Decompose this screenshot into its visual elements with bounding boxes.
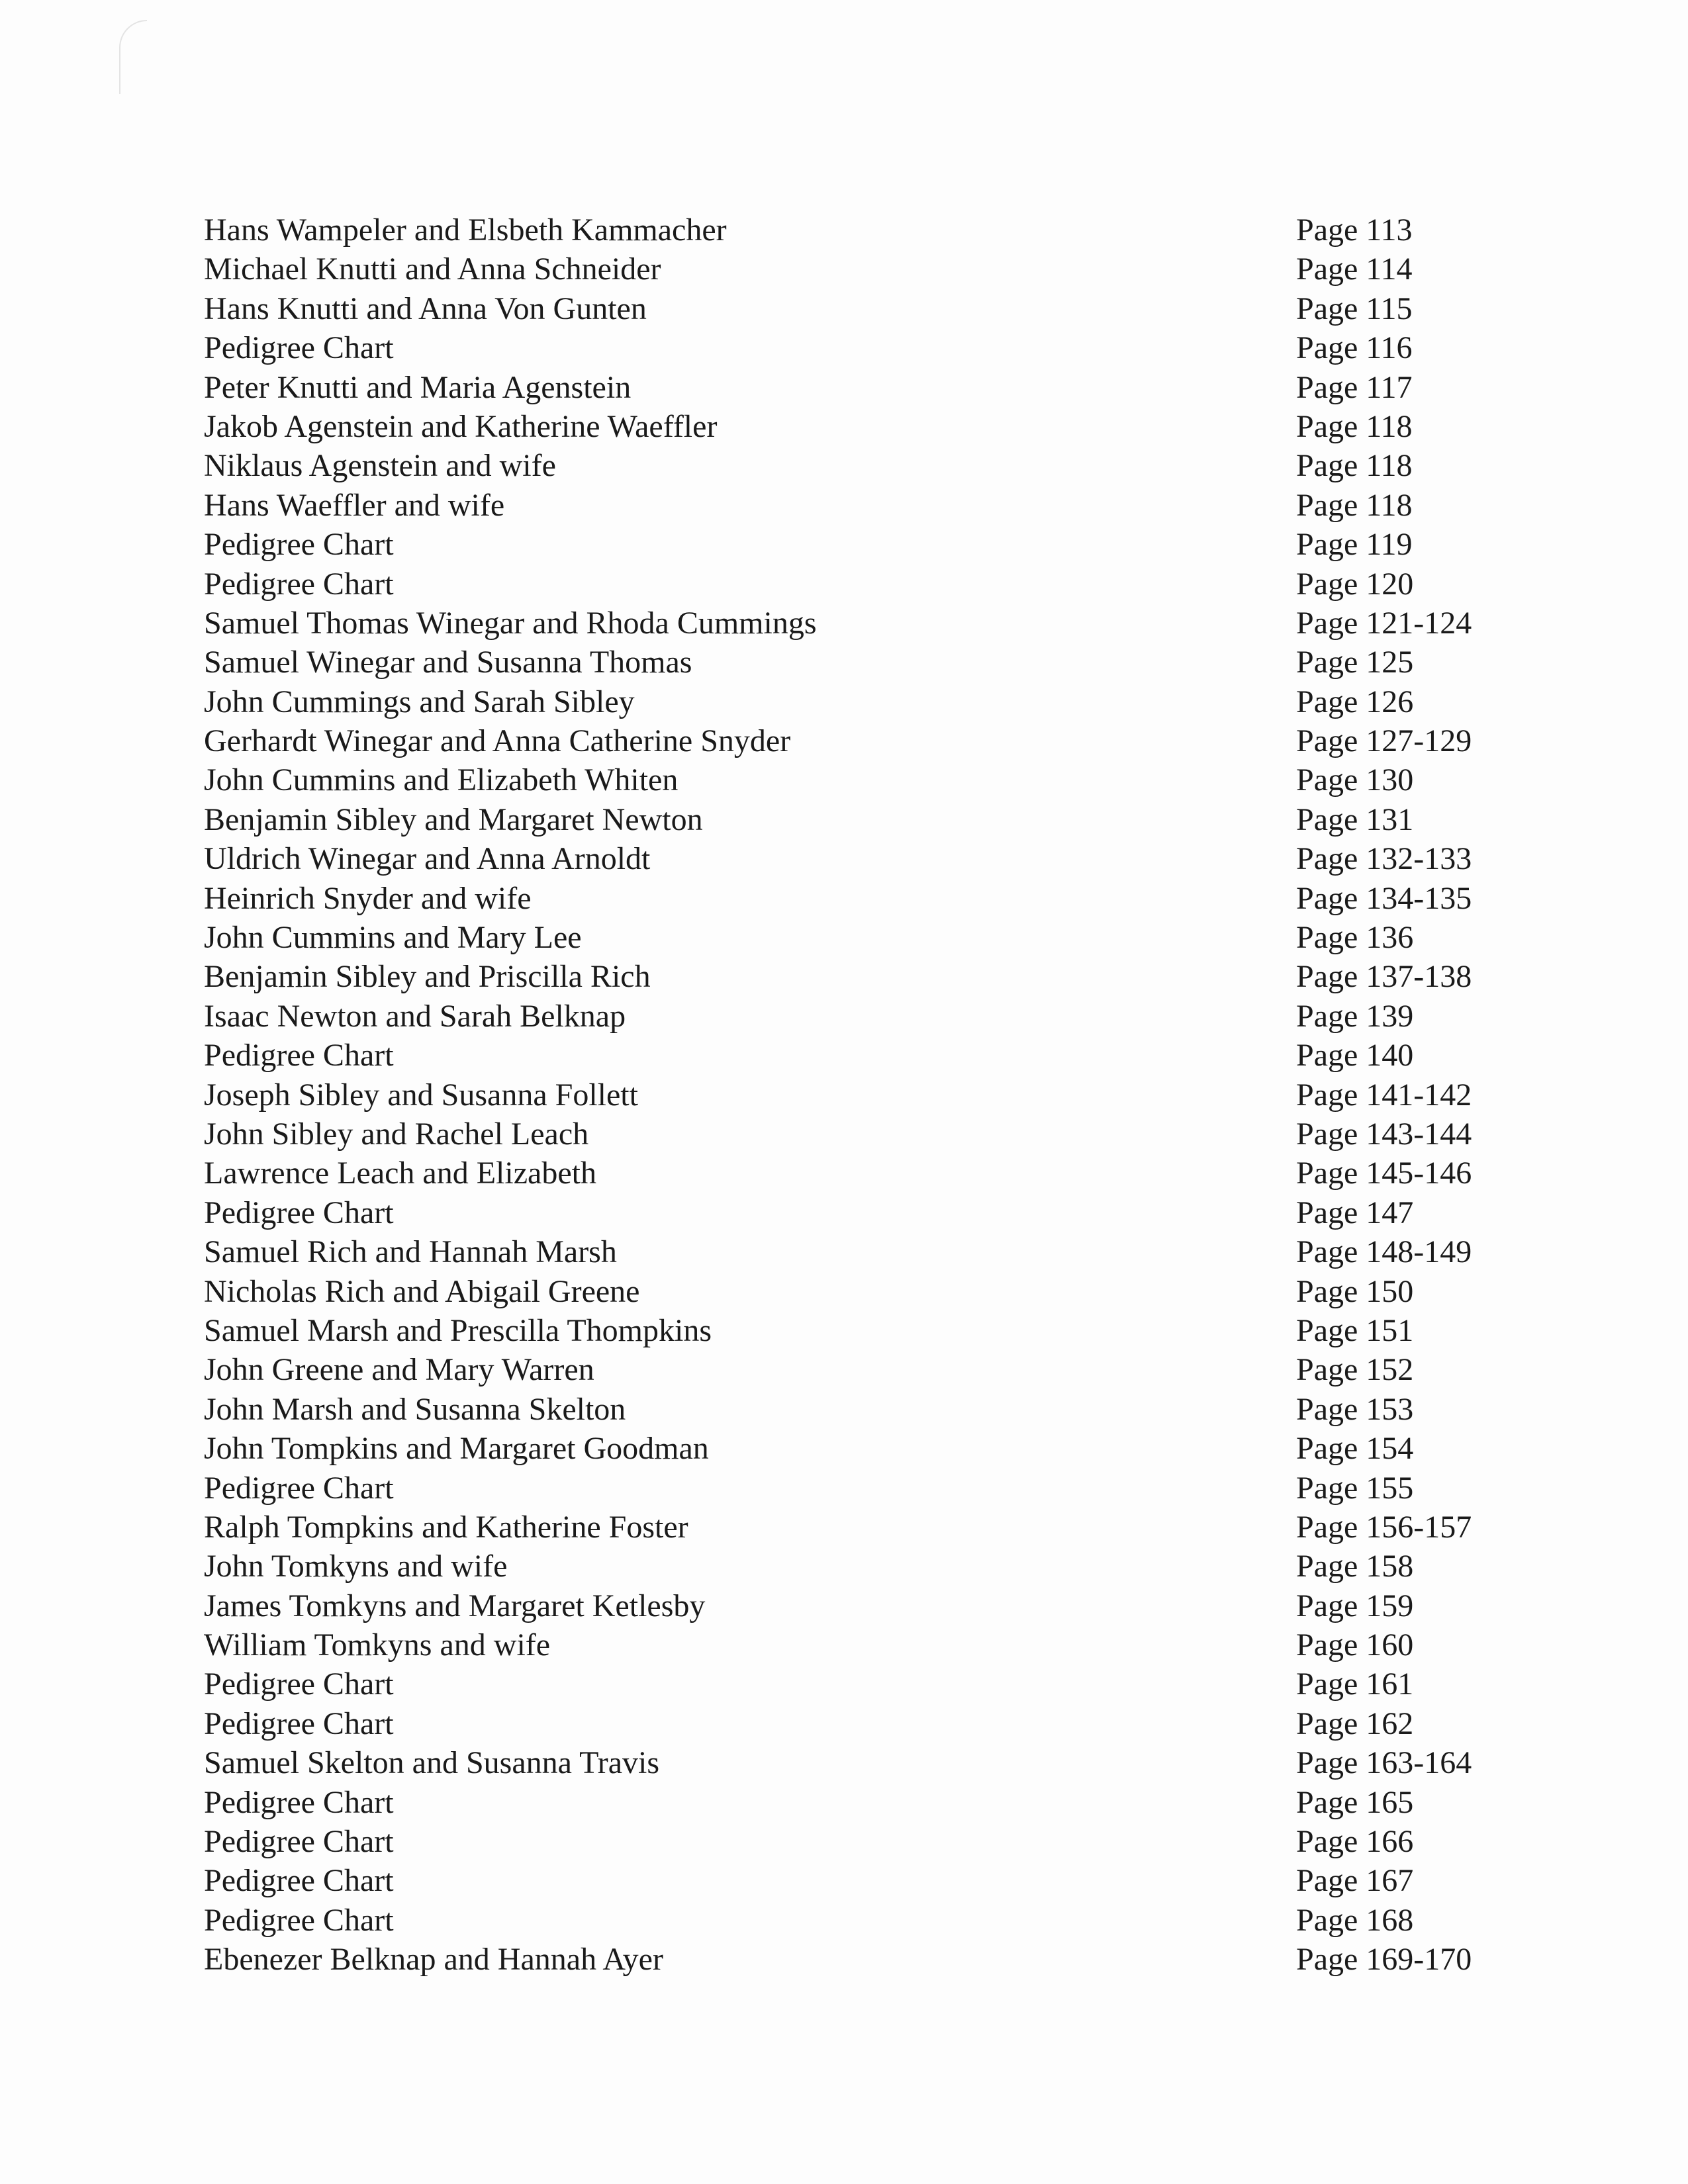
scan-corner-mark: [119, 20, 147, 94]
entry-title: Pedigree Chart: [204, 1824, 394, 1860]
entry-page-number: Page 134-135: [1296, 880, 1472, 916]
entry-title: Pedigree Chart: [204, 1666, 394, 1702]
entry-title: Ralph Tompkins and Katherine Foster: [204, 1509, 688, 1545]
entry-page-number: Page 169-170: [1296, 1942, 1472, 1978]
entry-page-number: Page 145-146: [1296, 1156, 1472, 1191]
entry-title: Pedigree Chart: [204, 1195, 394, 1230]
toc-entry: [204, 957, 1495, 996]
entry-page-number: Page 127-129: [1296, 723, 1472, 759]
entry-page-number: Page 126: [1296, 684, 1414, 719]
toc-entry: [204, 1232, 1495, 1271]
toc-entry: [204, 1311, 1495, 1350]
toc-entry: [204, 1508, 1495, 1547]
toc-entry: [204, 407, 1495, 446]
toc-entry: [204, 643, 1495, 682]
entry-page-number: Page 131: [1296, 801, 1414, 837]
entry-page-number: Page 136: [1296, 920, 1414, 956]
toc-entry: [204, 1783, 1495, 1822]
entry-title: Samuel Skelton and Susanna Travis: [204, 1745, 660, 1781]
entry-title: William Tomkyns and wife: [204, 1627, 551, 1663]
entry-title: John Cummings and Sarah Sibley: [204, 684, 635, 719]
entry-page-number: Page 119: [1296, 527, 1413, 563]
entry-page-number: Page 147: [1296, 1195, 1414, 1230]
toc-entry: [204, 1193, 1495, 1232]
entry-page-number: Page 152: [1296, 1352, 1414, 1388]
toc-entry: [204, 1861, 1495, 1900]
toc-entry: [204, 1547, 1495, 1586]
entry-page-number: Page 151: [1296, 1312, 1414, 1348]
toc-entry: [204, 1901, 1495, 1940]
toc-entry: [204, 210, 1495, 250]
entry-title: John Sibley and Rachel Leach: [204, 1116, 589, 1152]
entry-title: Benjamin Sibley and Margaret Newton: [204, 801, 703, 837]
entry-title: Pedigree Chart: [204, 527, 394, 563]
entry-page-number: Page 168: [1296, 1902, 1414, 1938]
entry-title: Samuel Winegar and Susanna Thomas: [204, 645, 692, 680]
entry-title: Niklaus Agenstein and wife: [204, 448, 556, 484]
toc-entry: [204, 250, 1495, 289]
entry-title: Pedigree Chart: [204, 1863, 394, 1899]
entry-page-number: Page 116: [1296, 330, 1413, 366]
toc-entry: [204, 1429, 1495, 1468]
entry-page-number: Page 163-164: [1296, 1745, 1472, 1781]
entry-page-number: Page 166: [1296, 1824, 1414, 1860]
entry-page-number: Page 139: [1296, 998, 1414, 1034]
toc-entry: [204, 565, 1495, 604]
toc-entry: [204, 1940, 1495, 1979]
entry-title: Hans Knutti and Anna Von Gunten: [204, 291, 647, 326]
entry-title: John Tomkyns and wife: [204, 1549, 508, 1584]
entry-page-number: Page 162: [1296, 1706, 1414, 1741]
entry-page-number: Page 118: [1296, 487, 1413, 523]
entry-page-number: Page 114: [1296, 251, 1413, 287]
entry-title: Hans Wampeler and Elsbeth Kammacher: [204, 212, 727, 248]
entry-title: Pedigree Chart: [204, 330, 394, 366]
toc-entry: [204, 1822, 1495, 1861]
entry-page-number: Page 115: [1296, 291, 1413, 326]
toc-entry: [204, 1350, 1495, 1389]
toc-entry: [204, 604, 1495, 643]
entry-page-number: Page 153: [1296, 1391, 1414, 1427]
entry-title: John Marsh and Susanna Skelton: [204, 1391, 626, 1427]
table-of-contents: [204, 210, 1495, 1979]
toc-entry: [204, 918, 1495, 957]
toc-entry: [204, 1743, 1495, 1782]
entry-page-number: Page 118: [1296, 408, 1413, 444]
entry-title: Pedigree Chart: [204, 1038, 394, 1073]
entry-page-number: Page 118: [1296, 448, 1413, 484]
entry-title: Pedigree Chart: [204, 1784, 394, 1820]
toc-entry: [204, 486, 1495, 525]
toc-entry: [204, 682, 1495, 721]
toc-entry: [204, 525, 1495, 564]
toc-entry: [204, 1469, 1495, 1508]
entry-page-number: Page 140: [1296, 1038, 1414, 1073]
entry-page-number: Page 159: [1296, 1588, 1414, 1623]
entry-page-number: Page 141-142: [1296, 1077, 1472, 1113]
entry-title: John Cummins and Elizabeth Whiten: [204, 762, 679, 798]
entry-page-number: Page 125: [1296, 645, 1414, 680]
toc-entry: [204, 328, 1495, 367]
entry-page-number: Page 148-149: [1296, 1234, 1472, 1270]
entry-title: Pedigree Chart: [204, 566, 394, 602]
toc-entry: [204, 1625, 1495, 1664]
entry-page-number: Page 143-144: [1296, 1116, 1472, 1152]
entry-page-number: Page 120: [1296, 566, 1414, 602]
entry-title: Samuel Thomas Winegar and Rhoda Cummings: [204, 605, 817, 641]
toc-entry: [204, 1075, 1495, 1115]
entry-title: Samuel Marsh and Prescilla Thompkins: [204, 1312, 712, 1348]
toc-entry: [204, 1036, 1495, 1075]
toc-entry: [204, 1664, 1495, 1704]
entry-page-number: Page 165: [1296, 1784, 1414, 1820]
entry-title: Heinrich Snyder and wife: [204, 880, 532, 916]
entry-page-number: Page 154: [1296, 1431, 1414, 1467]
entry-page-number: Page 161: [1296, 1666, 1414, 1702]
entry-page-number: Page 155: [1296, 1470, 1414, 1506]
entry-page-number: Page 130: [1296, 762, 1414, 798]
entry-title: Samuel Rich and Hannah Marsh: [204, 1234, 617, 1270]
toc-entry: [204, 1115, 1495, 1154]
entry-title: Joseph Sibley and Susanna Follett: [204, 1077, 638, 1113]
entry-title: James Tomkyns and Margaret Ketlesby: [204, 1588, 706, 1623]
toc-entry: [204, 289, 1495, 328]
entry-title: Jakob Agenstein and Katherine Waeffler: [204, 408, 718, 444]
entry-page-number: Page 150: [1296, 1273, 1414, 1309]
toc-entry: [204, 446, 1495, 485]
toc-entry: [204, 1154, 1495, 1193]
entry-title: Lawrence Leach and Elizabeth: [204, 1156, 596, 1191]
toc-entry: [204, 839, 1495, 878]
entry-title: Hans Waeffler and wife: [204, 487, 505, 523]
entry-title: Gerhardt Winegar and Anna Catherine Snyder: [204, 723, 791, 759]
entry-title: Nicholas Rich and Abigail Greene: [204, 1273, 640, 1309]
entry-title: Ebenezer Belknap and Hannah Ayer: [204, 1942, 663, 1978]
entry-page-number: Page 121-124: [1296, 605, 1472, 641]
entry-title: Pedigree Chart: [204, 1706, 394, 1741]
toc-entry: [204, 760, 1495, 799]
toc-entry: [204, 800, 1495, 839]
entry-title: John Tompkins and Margaret Goodman: [204, 1431, 709, 1467]
entry-title: Pedigree Chart: [204, 1470, 394, 1506]
entry-title: Isaac Newton and Sarah Belknap: [204, 998, 626, 1034]
entry-title: John Cummins and Mary Lee: [204, 920, 582, 956]
entry-page-number: Page 137-138: [1296, 959, 1472, 995]
entry-title: John Greene and Mary Warren: [204, 1352, 594, 1388]
entry-page-number: Page 117: [1296, 369, 1413, 405]
toc-entry: [204, 997, 1495, 1036]
toc-entry: [204, 1704, 1495, 1743]
entry-page-number: Page 132-133: [1296, 841, 1472, 877]
toc-entry: [204, 1586, 1495, 1625]
entry-page-number: Page 160: [1296, 1627, 1414, 1663]
entry-page-number: Page 158: [1296, 1549, 1414, 1584]
entry-title: Uldrich Winegar and Anna Arnoldt: [204, 841, 651, 877]
entry-page-number: Page 167: [1296, 1863, 1414, 1899]
toc-entry: [204, 879, 1495, 918]
entry-page-number: Page 156-157: [1296, 1509, 1472, 1545]
entry-title: Pedigree Chart: [204, 1902, 394, 1938]
toc-entry: [204, 1390, 1495, 1429]
entry-title: Peter Knutti and Maria Agenstein: [204, 369, 632, 405]
toc-entry: [204, 368, 1495, 407]
toc-entry: [204, 721, 1495, 760]
entry-page-number: Page 113: [1296, 212, 1413, 248]
entry-title: Benjamin Sibley and Priscilla Rich: [204, 959, 651, 995]
entry-title: Michael Knutti and Anna Schneider: [204, 251, 661, 287]
toc-entry: [204, 1272, 1495, 1311]
